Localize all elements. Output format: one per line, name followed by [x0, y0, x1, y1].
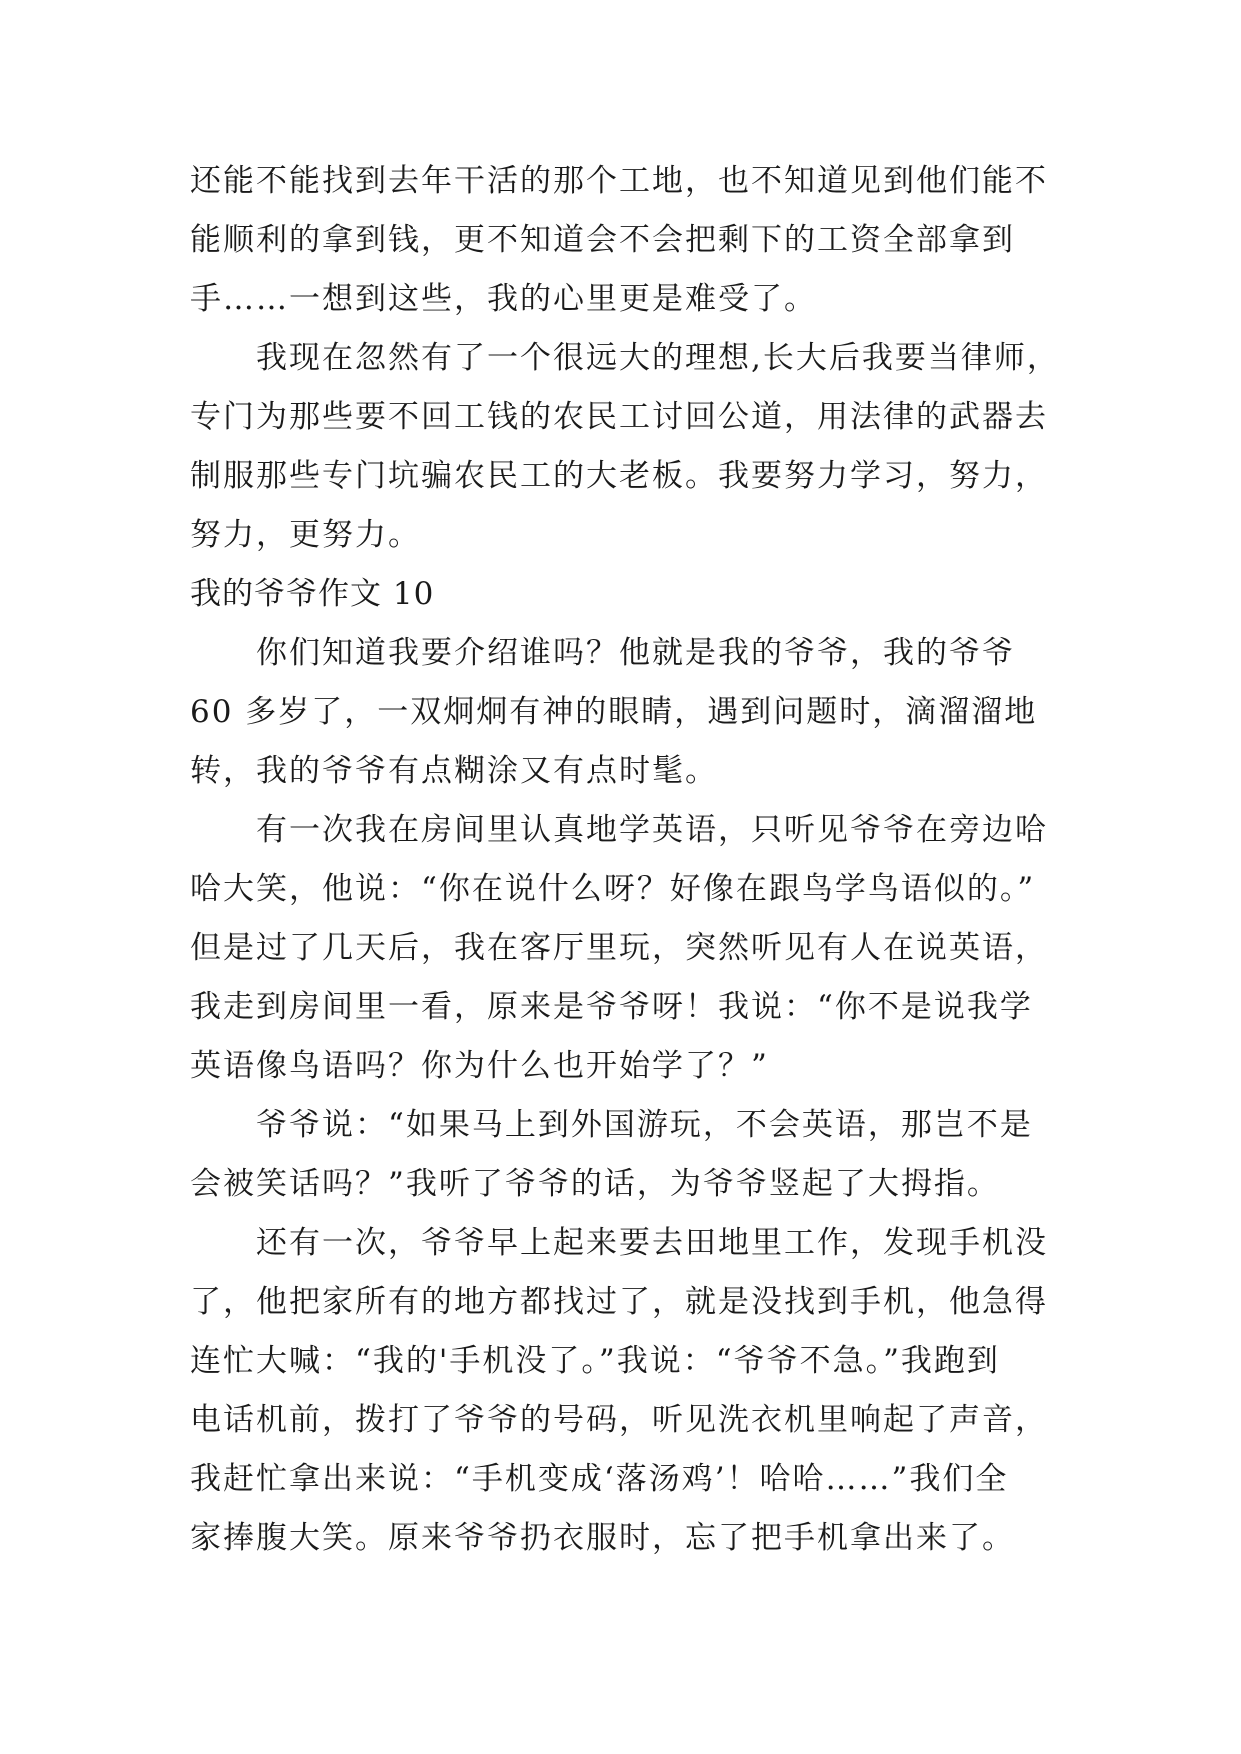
text-line: 60 多岁了，一双炯炯有神的眼睛，遇到问题时，滴溜溜地 [190, 694, 1038, 730]
text-line: 转，我的爷爷有点糊涂又有点时髦。 [190, 753, 718, 789]
text-line: 还能不能找到去年干活的那个工地，也不知道见到他们能不 [190, 163, 1048, 199]
paragraph-first-line: 你们知道我要介绍谁吗？他就是我的爷爷，我的爷爷 [256, 635, 1015, 671]
text-line: 我走到房间里一看，原来是爷爷呀！我说：“你不是说我学 [190, 989, 1033, 1025]
section-heading: 我的爷爷作文 10 [190, 576, 435, 612]
paragraph-first-line: 还有一次，爷爷早上起来要去田地里工作，发现手机没 [256, 1225, 1048, 1261]
text-line: 手……一想到这些，我的心里更是难受了。 [190, 281, 817, 317]
text-line: 家捧腹大笑。原来爷爷扔衣服时，忘了把手机拿出来了。 [190, 1520, 1015, 1556]
paragraph-first-line: 爷爷说：“如果马上到外国游玩，不会英语，那岂不是 [256, 1107, 1033, 1143]
text-line: 制服那些专门坑骗农民工的大老板。我要努力学习，努力， [190, 458, 1048, 494]
text-line: 但是过了几天后，我在客厅里玩，突然听见有人在说英语， [190, 930, 1048, 966]
paragraph-first-line: 我现在忽然有了一个很远大的理想,长大后我要当律师， [256, 340, 1060, 376]
text-line: 电话机前，拨打了爷爷的号码，听见洗衣机里响起了声音， [190, 1402, 1048, 1438]
text-line: 专门为那些要不回工钱的农民工讨回公道，用法律的武器去 [190, 399, 1048, 435]
text-line: 会被笑话吗？”我听了爷爷的话，为爷爷竖起了大拇指。 [190, 1166, 1000, 1202]
text-line: 哈大笑，他说：“你在说什么呀？好像在跟鸟学鸟语似的。” [190, 871, 1036, 907]
text-line: 连忙大喊：“我的'手机没了。”我说：“爷爷不急。”我跑到 [190, 1343, 1000, 1379]
paragraph-first-line: 有一次我在房间里认真地学英语，只听见爷爷在旁边哈 [256, 812, 1048, 848]
text-line: 我赶忙拿出来说：“手机变成‘落汤鸡’！哈哈……”我们全 [190, 1461, 1009, 1497]
text-line: 努力，更努力。 [190, 517, 421, 553]
document-body [190, 152, 1090, 1568]
text-line: 了，他把家所有的地方都找过了，就是没找到手机，他急得 [190, 1284, 1048, 1320]
text-line: 能顺利的拿到钱，更不知道会不会把剩下的工资全部拿到 [190, 222, 1015, 258]
text-line: 英语像鸟语吗？你为什么也开始学了？” [190, 1048, 769, 1084]
